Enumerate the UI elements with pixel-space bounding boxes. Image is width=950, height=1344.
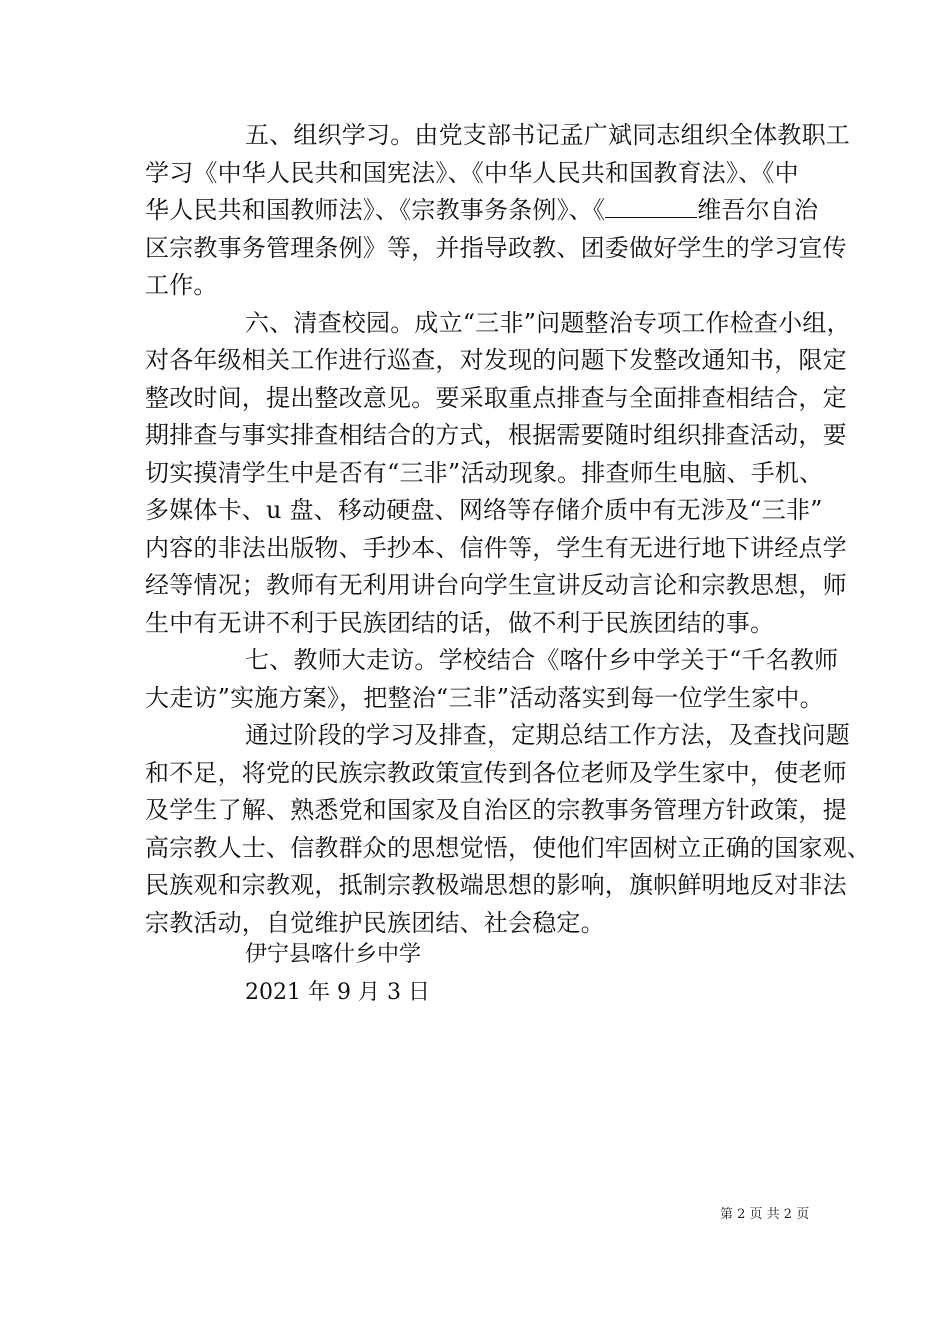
paragraph-line: 宗教活动，自觉维护民族团结、社会稳定。 — [145, 908, 605, 937]
paragraph-line: 切实摸清学生中是否有“三非”活动现象。排查师生电脑、手机、 — [145, 458, 824, 487]
paragraph-line: 及学生了解、熟悉党和国家及自治区的宗教事务管理方针政策，提 — [145, 796, 847, 824]
paragraph-line: 经等情况；教师有无利用讲台向学生宣讲反动言论和宗教思想，师 — [145, 571, 847, 599]
paragraph-line: 期排查与事实排查相结合的方式，根据需要随时组织排查活动，要 — [145, 421, 847, 449]
paragraph-line: 内容的非法出版物、手抄本、信件等，学生有无进行地下讲经点学 — [145, 533, 847, 562]
paragraph-line: 整改时间，提出整改意见。要采取重点排查与全面排查相结合，定 — [145, 383, 847, 412]
signature-date: 2021 年 9 月 3 日 — [245, 980, 430, 1005]
paragraph-line: 民族观和宗教观，抵制宗教极端思想的影响，旗帜鲜明地反对非法 — [145, 871, 847, 899]
paragraph-line: 通过阶段的学习及排查，定期总结工作方法，及查找问题 — [245, 721, 850, 749]
paragraph-conclusion — [145, 717, 871, 942]
paragraph-line: 大走访”实施方案》，把整治“三非”活动落实到每一位学生家中。 — [145, 683, 824, 712]
page-number: 第 2 页 共 2 页 — [720, 1207, 810, 1222]
paragraph-line: 七、教师大走访。学校结合《喀什乡中学关于“千名教师 — [245, 646, 839, 674]
document-body — [145, 117, 871, 942]
signature-organization: 伊宁县喀什乡中学 — [245, 942, 422, 967]
paragraph-line: 对各年级相关工作进行巡查，对发现的问题下发整改通知书，限定 — [145, 346, 847, 374]
blank-underline — [605, 197, 697, 218]
paragraph-line: 高宗教人士、信教群众的思想觉悟，使他们牢固树立正确的国家观、 — [145, 833, 871, 862]
paragraph-line: 和不足，将党的民族宗教政策宣传到各位老师及学生家中，使老师 — [145, 758, 847, 787]
paragraph-line-with-blank — [145, 192, 835, 230]
paragraph-line: 五、组织学习。由党支部书记孟广斌同志组织全体教职工 — [245, 121, 850, 149]
paragraph-line: 生中有无讲不利于民族团结的话，做不利于民族团结的事。 — [145, 608, 775, 637]
paragraph-line-text: 华人民共和国教师法》、《宗教事务条例》、《 — [145, 196, 606, 224]
paragraph-teacher-visits — [145, 642, 839, 717]
paragraph-line-text: 维吾尔自治 — [697, 196, 819, 224]
paragraph-inspect-campus — [145, 305, 851, 643]
paragraph-line: 工作。 — [145, 271, 218, 299]
paragraph-line: 多媒体卡、u 盘、移动硬盘、网络等存储介质中有无涉及“三非” — [145, 496, 823, 524]
paragraph-line: 学习《中华人民共和国宪法》、《中华人民共和国教育法》、《中 — [145, 158, 799, 187]
paragraph-line: 六、清查校园。成立“三非”问题整治专项工作检查小组， — [245, 308, 851, 337]
paragraph-line: 区宗教事务管理条例》等，并指导政教、团委做好学生的学习宣传 — [145, 233, 847, 262]
paragraph-organize-study — [145, 117, 850, 305]
